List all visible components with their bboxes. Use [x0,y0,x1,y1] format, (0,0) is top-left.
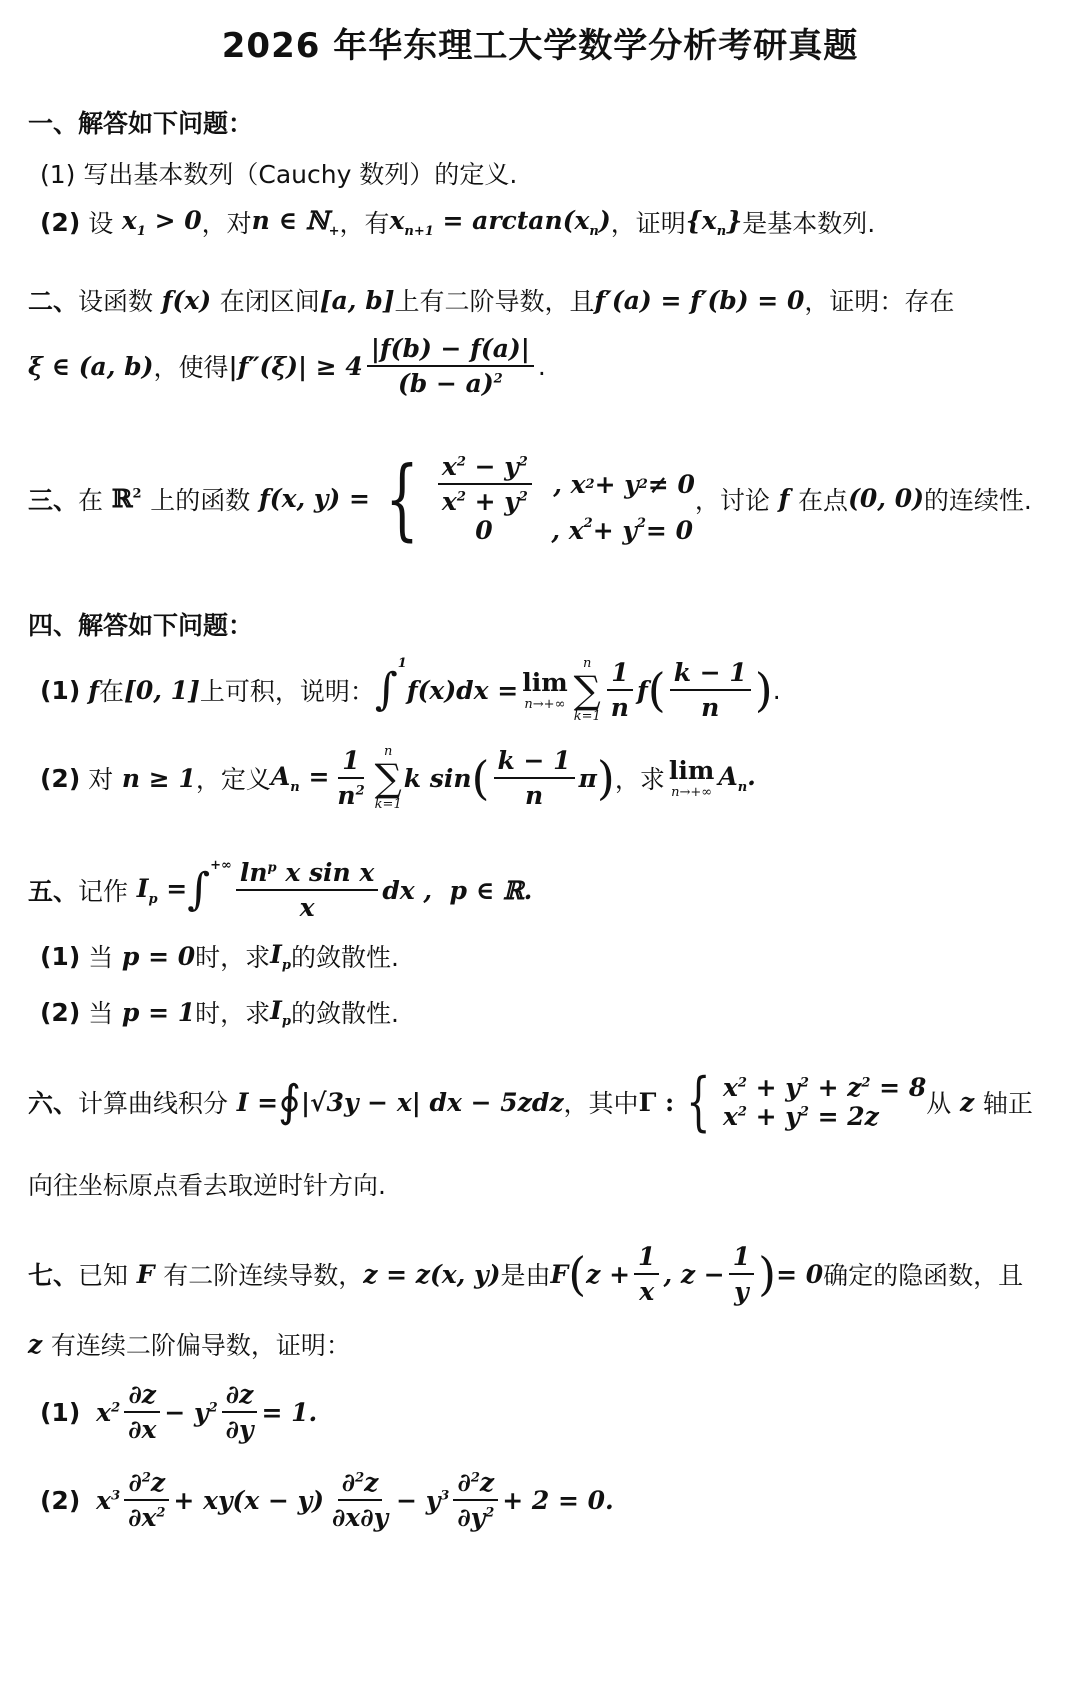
q3-line: 三、 在 ℝ$^2$ 上的函数 f(x, y) = { $\frac{x^2 - y^2}{x^2 + y^2}$ , x 2 + y 2 ≠ 0 0 , x 2 + y 2 = 0 ，讨论 f 在点 (0, 0) 的连续性. [28,446,1032,550]
q1-part2: (2) 设 $x_1 > 0$ ，对 n ∈ ℕ$_+$ ，有 $x_{n+1} = \arctan(x_n)$ ，证明 $\{x_n\}$ 是基本数列. [40,205,876,239]
q7-part2: (2) $x^3$ $\frac{\partial^2z}{\partial x^2}$ + xy(x − y) $\frac{\partial^2z}{\partial x\partial y}$ − $y^3$ $\frac{\partial^2z}{\partial y^2}$ + 2 = 0. [40,1468,614,1532]
q1-part1: (1) 写出基本数列（Cauchy 数列）的定义. [40,160,518,189]
q6-line1: 六、 计算曲线积分 I = ∮ |√3y − x| dx − 5zdz ，其中 Γ : { $x^2 + y^2 + z^2 = 8$ $x^2 + y^2 = 2z$ 从 z 轴正 [28,1065,1033,1139]
q2-line1: 二、 设函数 f(x) 在闭区间 [a, b] 上有二阶导数，且 f′(a) = f′(b) = 0 ，证明：存在 [28,285,955,316]
q1-heading: 一、解答如下问题： [28,109,254,138]
q7-line1: 七、 已知 F 有二阶连续导数， z = z(x, y) 是由 F ( z + $\frac{1}{x}$ , z − $\frac{1}{y}$ ) = 0 确定的隐函数，且 [28,1242,1024,1306]
q4-part2: (2) 对 n ≥ 1 ，定义 $A_n$ = $\frac{1}{n^2}$ n ∑ k=1 k sin ( $\frac{k - 1}{n}$ π ) ，求 lim n→+∞ $A_n$. [40,744,756,812]
q6-line2: 向往坐标原点看去取逆时针方向. [28,1171,386,1200]
page-title: 2026 年华东理工大学数学分析考研真题 [221,26,859,66]
q5-part1: (1) 当 p = 0 时，求 $I_p$ 的敛散性. [40,939,399,973]
q5-line: 五、 记作 $I_p$ = ∫ +∞ $\frac{\ln^p x \sin x}{x}$ dx , p ∈ ℝ. [28,858,533,922]
q4-heading: 四、解答如下问题： [28,611,254,640]
q5-part2: (2) 当 p = 1 时，求 $I_p$ 的敛散性. [40,995,399,1029]
q7-part1: (1) $x^2$ $\frac{\partial z}{\partial x}$ − $y^2$ $\frac{\partial z}{\partial y}$ = 1. [40,1380,318,1444]
q7-line2: z 有连续二阶偏导数，证明： [28,1329,351,1360]
q2-line2: ξ ∈ (a, b) ，使得 |f″(ξ)| ≥ 4 $\frac{|f(b) - f(a)|}{(b - a)^2}$ . [28,334,546,398]
q4-part1: (1) f 在 [0, 1] 上可积，说明： ∫ 1 f(x)dx = lim n→+∞ n ∑ k=1 $\frac{1}{n}$ f ( $\frac{k - 1}{n}$ ) . [40,656,781,724]
